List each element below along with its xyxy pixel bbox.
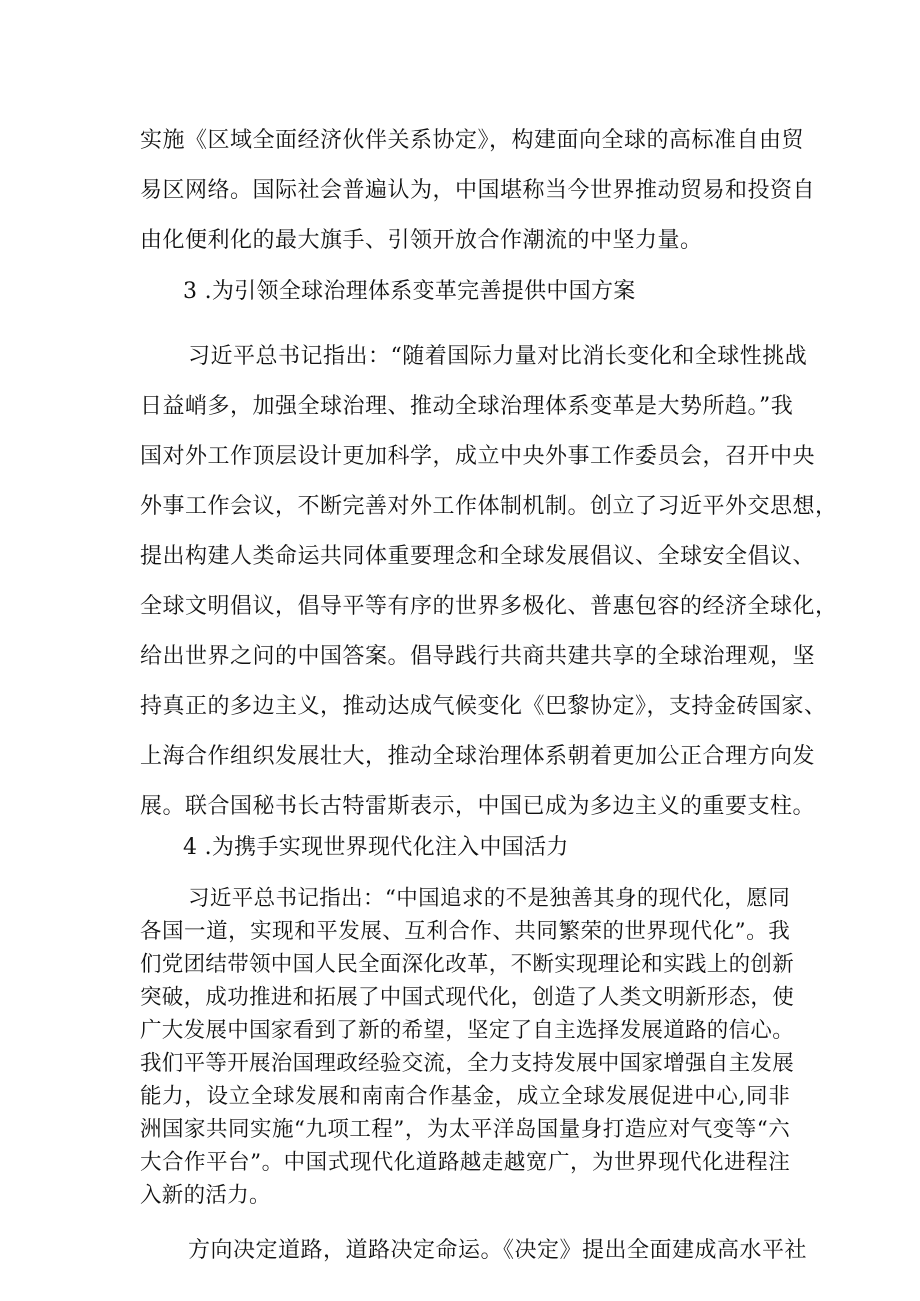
- paragraph-line: 全球文明倡议，倡导平等有序的世界多极化、普惠包容的经济全球化，: [140, 594, 838, 619]
- paragraph-line: 给出世界之问的中国答案。倡导践行共商共建共享的全球治理观，坚: [140, 644, 816, 669]
- paragraph-line: 我们平等开展治国理政经验交流，全力支持发展中国家增强自主发展: [140, 1051, 795, 1076]
- paragraph-line: 实施《区域全面经济伙伴关系协定》，构建面向全球的高标准自由贸: [140, 128, 805, 153]
- paragraph-line: 习近平总书记指出：“随着国际力量对比消长变化和全球性挑战: [188, 344, 808, 369]
- paragraph-line: 突破，成功推进和拓展了中国式现代化，创造了人类文明新形态，使: [140, 985, 795, 1010]
- paragraph-line: 上海合作组织发展壮大，推动全球治理体系朝着更加公正合理方向发: [140, 744, 816, 769]
- paragraph-line: 方向决定道路，道路决定命运。《决定》提出全面建成高水平社: [188, 1238, 808, 1263]
- paragraph-line: 广大发展中国家看到了新的希望，坚定了自主选择发展道路的信心。: [140, 1018, 795, 1043]
- paragraph-line: 们党团结带领中国人民全面深化改革，不断实现理论和实践上的创新: [140, 952, 795, 977]
- section-heading-4: 4 .为携手实现世界现代化注入中国活力: [183, 835, 569, 860]
- paragraph-line: 持真正的多边主义，推动达成气候变化《巴黎协定》，支持金砖国家、: [140, 694, 827, 719]
- paragraph-line: 入新的活力。: [140, 1183, 271, 1208]
- paragraph-line: 易区网络。国际社会普遍认为，中国堪称当今世界推动贸易和投资自: [140, 178, 816, 203]
- paragraph-line: 展。联合国秘书长古特雷斯表示，中国已成为多边主义的重要支柱。: [140, 794, 816, 819]
- paragraph-line: 外事工作会议，不断完善对外工作体制机制。创立了习近平外交思想，: [140, 494, 838, 519]
- paragraph-line: 国对外工作顶层设计更加科学，成立中央外事工作委员会，召开中央: [140, 444, 816, 469]
- paragraph-line: 各国一道，实现和平发展、互利合作、共同繁荣的世界现代化”。我: [140, 919, 790, 944]
- paragraph-line: 洲国家共同实施“九项工程”，为太平洋岛国量身打造应对气变等“六: [140, 1117, 790, 1142]
- paragraph-line: 大合作平台”。中国式现代化道路越走越宽广，为世界现代化进程注: [140, 1150, 790, 1175]
- paragraph-line: 提出构建人类命运共同体重要理念和全球发展倡议、全球安全倡议、: [140, 544, 816, 569]
- paragraph-line: 日益峭多，加强全球治理、推动全球治理体系变革是大势所趋。”我: [140, 394, 794, 419]
- section-heading-3: 3 .为引领全球治理体系变革完善提供中国方案: [183, 279, 636, 304]
- paragraph-line: 习近平总书记指出：“中国追求的不是独善其身的现代化，愿同: [188, 886, 790, 911]
- paragraph-line: 由化便利化的最大旗手、引领开放合作潮流的中坚力量。: [140, 228, 703, 253]
- paragraph-line: 能力，设立全球发展和南南合作基金，成立全球发展促进中心,同非: [140, 1084, 790, 1109]
